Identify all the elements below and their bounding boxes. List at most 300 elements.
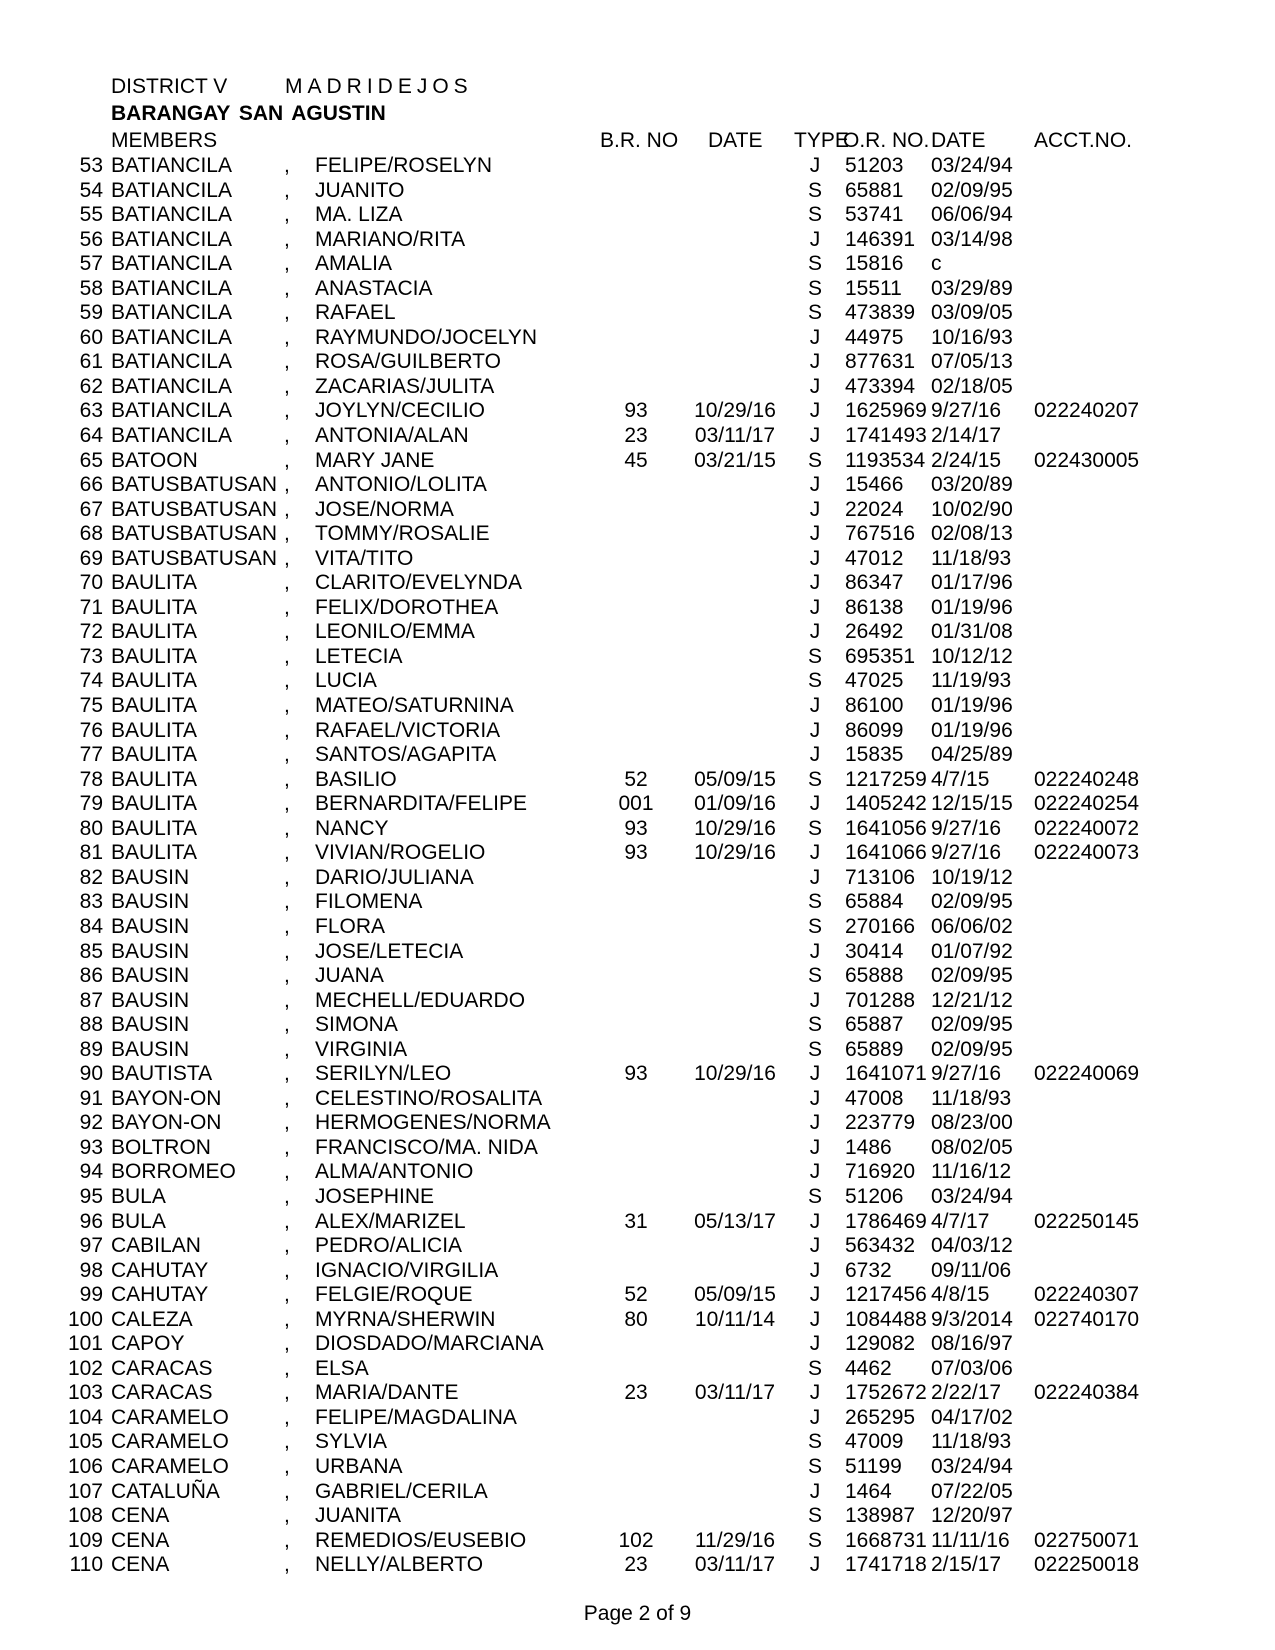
member-last-name: BATUSBATUSAN xyxy=(111,497,278,521)
table-row xyxy=(0,1234,1275,1259)
member-number: 89 xyxy=(79,1037,103,1061)
or-date: 07/05/13 xyxy=(931,350,1013,374)
member-number: 59 xyxy=(79,301,103,325)
member-last-name: BULA xyxy=(111,1184,166,1208)
member-number: 58 xyxy=(79,276,103,300)
member-first-names: NELLY/ALBERTO xyxy=(315,1553,484,1577)
member-number: 86 xyxy=(79,964,103,988)
table-row xyxy=(0,645,1275,670)
or-number: 138987 xyxy=(845,1504,916,1528)
member-number: 73 xyxy=(79,644,103,668)
or-number: 1641071 xyxy=(845,1062,927,1086)
name-separator: , xyxy=(284,1332,290,1356)
member-first-names: VIRGINIA xyxy=(315,1037,408,1061)
member-number: 66 xyxy=(79,473,103,497)
member-type: J xyxy=(809,473,821,497)
br-date: 01/09/16 xyxy=(694,792,776,816)
name-separator: , xyxy=(284,1037,290,1061)
name-separator: , xyxy=(284,939,290,963)
table-row xyxy=(0,547,1275,572)
name-separator: , xyxy=(284,1356,290,1380)
column-header-acct-no: ACCT.NO. xyxy=(1034,129,1133,152)
name-separator: , xyxy=(284,154,290,177)
member-number: 99 xyxy=(79,1283,103,1307)
table-row xyxy=(0,277,1275,302)
member-number: 87 xyxy=(79,988,103,1012)
table-row xyxy=(0,1259,1275,1284)
table-row xyxy=(0,498,1275,523)
member-last-name: BATIANCILA xyxy=(111,350,232,374)
member-last-name: BAULITA xyxy=(111,571,197,595)
table-row xyxy=(0,179,1275,204)
or-date: 06/06/94 xyxy=(931,203,1013,227)
table-row xyxy=(0,1553,1275,1578)
member-number: 100 xyxy=(67,1307,103,1331)
br-number: 52 xyxy=(624,767,648,791)
table-row xyxy=(0,399,1275,424)
member-last-name: CAHUTAY xyxy=(111,1283,209,1307)
name-separator: , xyxy=(284,914,290,938)
or-number: 47012 xyxy=(845,546,904,570)
or-date: 2/24/15 xyxy=(931,448,1002,472)
name-separator: , xyxy=(284,841,290,865)
table-row xyxy=(0,964,1275,989)
br-date: 03/21/15 xyxy=(694,448,776,472)
member-first-names: ANTONIO/LOLITA xyxy=(315,473,487,497)
member-last-name: BAYON-ON xyxy=(111,1111,222,1135)
table-row xyxy=(0,424,1275,449)
member-first-names: RAFAEL xyxy=(315,301,396,325)
name-separator: , xyxy=(284,1479,290,1503)
member-first-names: ZACARIAS/JULITA xyxy=(315,374,495,398)
member-last-name: BAUSIN xyxy=(111,890,190,914)
account-number: 022250145 xyxy=(1034,1209,1140,1233)
or-number: 44975 xyxy=(845,325,904,349)
member-number: 85 xyxy=(79,939,103,963)
or-date: 06/06/02 xyxy=(931,914,1013,938)
name-separator: , xyxy=(284,1062,290,1086)
table-row xyxy=(0,817,1275,842)
member-first-names: VIVIAN/ROGELIO xyxy=(315,841,486,865)
or-number: 1464 xyxy=(845,1479,892,1503)
name-separator: , xyxy=(284,497,290,521)
member-number: 61 xyxy=(79,350,103,374)
name-separator: , xyxy=(284,1086,290,1110)
member-type: S xyxy=(807,301,822,325)
br-date: 10/29/16 xyxy=(694,816,776,840)
table-row xyxy=(0,866,1275,891)
or-date: 04/25/89 xyxy=(931,743,1013,767)
table-row xyxy=(0,473,1275,498)
name-separator: , xyxy=(284,694,290,718)
account-number: 022240073 xyxy=(1034,841,1140,865)
member-first-names: LEONILO/EMMA xyxy=(315,620,475,644)
table-row xyxy=(0,1406,1275,1431)
or-number: 265295 xyxy=(845,1405,916,1429)
name-separator: , xyxy=(284,669,290,693)
member-last-name: BAULITA xyxy=(111,816,197,840)
or-number: 65888 xyxy=(845,964,904,988)
member-type: J xyxy=(809,571,821,595)
member-last-name: BATIANCILA xyxy=(111,203,232,227)
member-last-name: CARACAS xyxy=(111,1381,213,1405)
table-row xyxy=(0,841,1275,866)
br-number: 23 xyxy=(624,424,648,448)
or-number: 1193534 xyxy=(845,448,926,472)
table-row xyxy=(0,1062,1275,1087)
or-number: 65884 xyxy=(845,890,904,914)
member-last-name: BAULITA xyxy=(111,718,197,742)
member-last-name: BAULITA xyxy=(111,694,197,718)
account-number: 022740170 xyxy=(1034,1307,1140,1331)
name-separator: , xyxy=(284,1209,290,1233)
or-date: 9/3/2014 xyxy=(931,1307,1013,1331)
name-separator: , xyxy=(284,546,290,570)
member-last-name: BATIANCILA xyxy=(111,227,232,251)
or-number: 146391 xyxy=(845,227,916,251)
member-first-names: BASILIO xyxy=(315,767,397,791)
or-date: 11/16/12 xyxy=(931,1160,1012,1184)
or-date: 4/7/15 xyxy=(931,767,990,791)
member-last-name: BATUSBATUSAN xyxy=(111,546,278,570)
member-number: 75 xyxy=(79,694,103,718)
br-number: 93 xyxy=(624,816,648,840)
member-first-names: JOSE/NORMA xyxy=(315,497,454,521)
or-number: 563432 xyxy=(845,1234,916,1258)
member-first-names: MATEO/SATURNINA xyxy=(315,694,514,718)
member-first-names: FELIPE/MAGDALINA xyxy=(315,1405,517,1429)
member-first-names: TOMMY/ROSALIE xyxy=(315,522,490,546)
br-number: 31 xyxy=(624,1209,648,1233)
member-type: S xyxy=(807,448,822,472)
member-type: J xyxy=(809,988,821,1012)
or-number: 1641056 xyxy=(845,816,927,840)
town-label: MADRIDEJOS xyxy=(285,75,473,98)
column-header-date: DATE xyxy=(708,129,763,152)
or-date: 07/22/05 xyxy=(931,1479,1013,1503)
member-number: 104 xyxy=(67,1405,103,1429)
table-row xyxy=(0,989,1275,1014)
member-first-names: SIMONA xyxy=(315,1013,398,1037)
member-first-names: HERMOGENES/NORMA xyxy=(315,1111,551,1135)
name-separator: , xyxy=(284,1381,290,1405)
member-first-names: DARIO/JULIANA xyxy=(315,865,474,889)
br-date: 10/29/16 xyxy=(694,399,776,423)
or-number: 47009 xyxy=(845,1430,904,1454)
name-separator: , xyxy=(284,988,290,1012)
or-date: 12/15/15 xyxy=(931,792,1013,816)
or-number: 65881 xyxy=(845,178,904,202)
or-date: 10/12/12 xyxy=(931,644,1013,668)
account-number: 022240069 xyxy=(1034,1062,1140,1086)
or-date: 2/14/17 xyxy=(931,424,1002,448)
br-date: 03/11/17 xyxy=(694,424,776,448)
or-number: 767516 xyxy=(845,522,916,546)
member-number: 90 xyxy=(79,1062,103,1086)
name-separator: , xyxy=(284,1553,290,1577)
or-date: 9/27/16 xyxy=(931,399,1002,423)
member-last-name: BATIANCILA xyxy=(111,399,232,423)
member-type: S xyxy=(807,1356,822,1380)
member-first-names: CLARITO/EVELYNDA xyxy=(315,571,522,595)
table-row xyxy=(0,669,1275,694)
member-first-names: FRANCISCO/MA. NIDA xyxy=(315,1135,538,1159)
or-date: 11/11/16 xyxy=(931,1528,1010,1552)
member-number: 63 xyxy=(79,399,103,423)
member-last-name: BAUSIN xyxy=(111,1013,190,1037)
member-first-names: SANTOS/AGAPITA xyxy=(315,743,497,767)
member-type: J xyxy=(809,792,821,816)
name-separator: , xyxy=(284,718,290,742)
br-number: 80 xyxy=(624,1307,648,1331)
br-number: 23 xyxy=(624,1553,648,1577)
or-number: 1741718 xyxy=(845,1553,927,1577)
br-date: 05/13/17 xyxy=(694,1209,776,1233)
name-separator: , xyxy=(284,227,290,251)
member-type: S xyxy=(807,964,822,988)
member-type: J xyxy=(809,620,821,644)
or-number: 713106 xyxy=(845,865,916,889)
table-row xyxy=(0,1160,1275,1185)
table-row xyxy=(0,571,1275,596)
member-type: J xyxy=(809,374,821,398)
member-type: S xyxy=(807,767,822,791)
member-first-names: VITA/TITO xyxy=(315,546,414,570)
member-type: S xyxy=(807,1454,822,1478)
member-type: J xyxy=(809,595,821,619)
member-last-name: CENA xyxy=(111,1528,170,1552)
or-number: 65889 xyxy=(845,1037,904,1061)
table-row xyxy=(0,1087,1275,1112)
member-type: J xyxy=(809,1307,821,1331)
member-last-name: CARAMELO xyxy=(111,1405,229,1429)
or-number: 473394 xyxy=(845,374,916,398)
or-number: 51199 xyxy=(845,1454,902,1478)
or-number: 26492 xyxy=(845,620,904,644)
name-separator: , xyxy=(284,399,290,423)
member-type: J xyxy=(809,497,821,521)
or-number: 270166 xyxy=(845,914,916,938)
member-number: 84 xyxy=(79,914,103,938)
or-number: 22024 xyxy=(845,497,904,521)
member-type: J xyxy=(809,1553,821,1577)
member-type: J xyxy=(809,1258,821,1282)
account-number: 022430005 xyxy=(1034,448,1140,472)
member-first-names: DIOSDADO/MARCIANA xyxy=(315,1332,544,1356)
member-last-name: CENA xyxy=(111,1504,170,1528)
name-separator: , xyxy=(284,1013,290,1037)
or-date: 4/7/17 xyxy=(931,1209,990,1233)
table-row xyxy=(0,620,1275,645)
br-number: 93 xyxy=(624,841,648,865)
or-number: 1741493 xyxy=(845,424,927,448)
name-separator: , xyxy=(284,1160,290,1184)
member-type: J xyxy=(809,865,821,889)
member-first-names: MECHELL/EDUARDO xyxy=(315,988,526,1012)
or-date: 02/18/05 xyxy=(931,374,1013,398)
or-date: 02/09/95 xyxy=(931,1013,1013,1037)
br-date: 05/09/15 xyxy=(694,1283,776,1307)
member-last-name: BATIANCILA xyxy=(111,301,232,325)
member-first-names: PEDRO/ALICIA xyxy=(315,1234,463,1258)
or-date: 02/09/95 xyxy=(931,178,1013,202)
member-last-name: CALEZA xyxy=(111,1307,193,1331)
member-last-name: CABILAN xyxy=(111,1234,201,1258)
or-number: 223779 xyxy=(845,1111,916,1135)
member-number: 81 xyxy=(79,841,103,865)
member-type: J xyxy=(809,350,821,374)
member-type: J xyxy=(809,325,821,349)
br-number: 001 xyxy=(618,792,654,816)
table-row xyxy=(0,1308,1275,1333)
member-number: 64 xyxy=(79,424,103,448)
br-number: 45 xyxy=(624,448,648,472)
member-last-name: BATUSBATUSAN xyxy=(111,522,278,546)
or-date: 10/16/93 xyxy=(931,325,1013,349)
member-number: 78 xyxy=(79,767,103,791)
br-date: 10/11/14 xyxy=(694,1307,776,1331)
member-number: 68 xyxy=(79,522,103,546)
or-date: 9/27/16 xyxy=(931,816,1002,840)
member-type: S xyxy=(807,669,822,693)
member-first-names: ROSA/GUILBERTO xyxy=(315,350,501,374)
member-first-names: RAFAEL/VICTORIA xyxy=(315,718,501,742)
br-number: 102 xyxy=(618,1528,654,1552)
member-number: 77 xyxy=(79,743,103,767)
table-row xyxy=(0,694,1275,719)
member-type: J xyxy=(809,1086,821,1110)
name-separator: , xyxy=(284,571,290,595)
or-number: 701288 xyxy=(845,988,916,1012)
member-first-names: BERNARDITA/FELIPE xyxy=(315,792,527,816)
column-header-members: MEMBERS xyxy=(111,129,218,152)
member-type: J xyxy=(809,743,821,767)
name-separator: , xyxy=(284,178,290,202)
member-first-names: SERILYN/LEO xyxy=(315,1062,452,1086)
member-number: 83 xyxy=(79,890,103,914)
member-number: 108 xyxy=(67,1504,103,1528)
table-row xyxy=(0,375,1275,400)
or-number: 53741 xyxy=(845,203,904,227)
member-number: 96 xyxy=(79,1209,103,1233)
name-separator: , xyxy=(284,374,290,398)
member-last-name: BATIANCILA xyxy=(111,325,232,349)
or-date: 2/22/17 xyxy=(931,1381,1002,1405)
member-type: J xyxy=(809,718,821,742)
member-type: S xyxy=(807,252,822,276)
table-row xyxy=(0,252,1275,277)
or-number: 65887 xyxy=(845,1013,904,1037)
table-row xyxy=(0,1381,1275,1406)
br-date: 10/29/16 xyxy=(694,841,776,865)
or-number: 15466 xyxy=(845,473,904,497)
member-type: J xyxy=(809,1332,821,1356)
or-number: 1486 xyxy=(845,1135,892,1159)
member-last-name: BULA xyxy=(111,1209,166,1233)
or-number: 877631 xyxy=(845,350,916,374)
or-date: 03/20/89 xyxy=(931,473,1013,497)
member-number: 65 xyxy=(79,448,103,472)
or-date: 11/18/93 xyxy=(931,1430,1012,1454)
or-number: 473839 xyxy=(845,301,916,325)
table-row xyxy=(0,1480,1275,1505)
name-separator: , xyxy=(284,325,290,349)
name-separator: , xyxy=(284,424,290,448)
member-type: S xyxy=(807,178,822,202)
member-type: J xyxy=(809,1283,821,1307)
member-last-name: BATIANCILA xyxy=(111,424,232,448)
or-date: 03/14/98 xyxy=(931,227,1013,251)
or-date: 01/19/96 xyxy=(931,718,1013,742)
member-first-names: FELIX/DOROTHEA xyxy=(315,595,499,619)
name-separator: , xyxy=(284,350,290,374)
table-row xyxy=(0,792,1275,817)
or-date: 11/18/93 xyxy=(931,1086,1012,1110)
table-row xyxy=(0,1111,1275,1136)
member-type: J xyxy=(809,1479,821,1503)
table-row xyxy=(0,743,1275,768)
table-row xyxy=(0,228,1275,253)
or-number: 86100 xyxy=(845,694,904,718)
or-date: 11/19/93 xyxy=(931,669,1012,693)
member-first-names: FLORA xyxy=(315,914,386,938)
member-last-name: BATOON xyxy=(111,448,198,472)
member-number: 69 xyxy=(79,546,103,570)
name-separator: , xyxy=(284,816,290,840)
member-last-name: BAYON-ON xyxy=(111,1086,222,1110)
member-last-name: BAULITA xyxy=(111,620,197,644)
account-number: 022240307 xyxy=(1034,1283,1140,1307)
member-first-names: ELSA xyxy=(315,1356,369,1380)
member-number: 53 xyxy=(79,154,103,177)
member-last-name: BAUSIN xyxy=(111,939,190,963)
table-row xyxy=(0,1283,1275,1308)
member-first-names: ANTONIA/ALAN xyxy=(315,424,469,448)
account-number: 022750071 xyxy=(1034,1528,1140,1552)
or-date: 08/02/05 xyxy=(931,1135,1013,1159)
br-date: 10/29/16 xyxy=(694,1062,776,1086)
table-row xyxy=(0,326,1275,351)
account-number: 022240384 xyxy=(1034,1381,1140,1405)
member-last-name: BATIANCILA xyxy=(111,154,232,177)
member-type: J xyxy=(809,939,821,963)
member-number: 57 xyxy=(79,252,103,276)
member-number: 55 xyxy=(79,203,103,227)
or-date: c xyxy=(931,252,942,276)
member-type: J xyxy=(809,1234,821,1258)
or-date: 03/24/94 xyxy=(931,154,1013,177)
member-last-name: BAULITA xyxy=(111,644,197,668)
or-date: 02/09/95 xyxy=(931,1037,1013,1061)
member-last-name: BAULITA xyxy=(111,669,197,693)
name-separator: , xyxy=(284,743,290,767)
name-separator: , xyxy=(284,252,290,276)
name-separator: , xyxy=(284,522,290,546)
member-last-name: BAULITA xyxy=(111,767,197,791)
or-date: 10/19/12 xyxy=(931,865,1013,889)
table-row xyxy=(0,522,1275,547)
br-date: 11/29/16 xyxy=(694,1528,776,1552)
member-number: 98 xyxy=(79,1258,103,1282)
or-date: 08/16/97 xyxy=(931,1332,1013,1356)
table-row xyxy=(0,768,1275,793)
member-number: 76 xyxy=(79,718,103,742)
member-first-names: URBANA xyxy=(315,1454,403,1478)
member-number: 79 xyxy=(79,792,103,816)
member-number: 102 xyxy=(67,1356,103,1380)
member-first-names: JOYLYN/CECILIO xyxy=(315,399,485,423)
member-type: J xyxy=(809,1160,821,1184)
